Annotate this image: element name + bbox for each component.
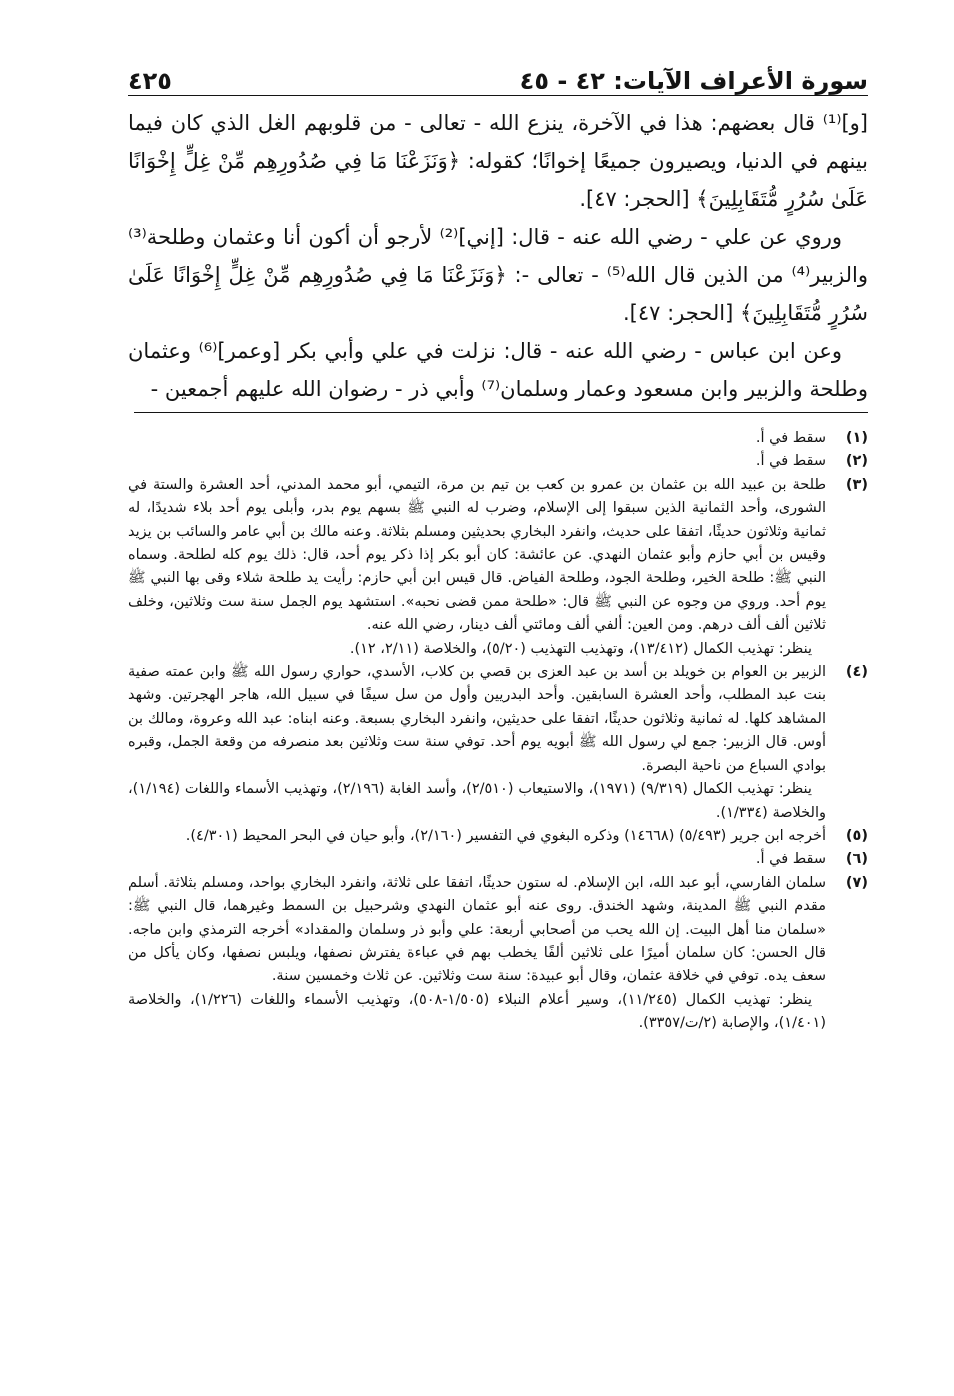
footnote-number: (٦) xyxy=(845,851,868,868)
footnote-number: (٢) xyxy=(845,453,868,470)
footnote-number: (٥) xyxy=(845,827,868,844)
footnote-text: الزبير بن العوام بن خويلد بن أسد بن عبد العزى بن قصي بن كلاب، الأسدي، حواري رسول الله ﷺ وابن عمته صفية بنت عبد المطلب، وأحد العشرة السابقين. وأحد البدريين وأول من سل سيفًا في سبيل الله، هاجر الهجرتين. وشهد المشاهد كلها. له ثمانية وثلاثون حديثًا، اتفقا على حديثين، وانفرد البخاري بسبعة. وعنه ابناه: عبد الله وعروة، ومالك بن أوس. قال الزبير: جمع لي رسول الله ﷺ أبويه يوم أحد. توفي سنة ست وثلاثين بعد منصرفه من وقعة الجمل، وقبره بوادي السباع من ناحية البصرة. xyxy=(128,664,826,774)
main-text xyxy=(128,104,868,408)
footnote-number: (١) xyxy=(845,430,868,446)
footnote-text: سقط في أ. xyxy=(755,430,826,446)
footnote-reference: ينظر: تهذيب الكمال (٩/٣١٩) (١٩٧١)، والاستيعاب (٢/٥١٠)، وأسد الغابة (٢/١٩٦)، وتهذيب الأسماء واللغات (١/١٩٤)، والخلاصة (١/٣٣٤). xyxy=(128,781,826,821)
footnote xyxy=(128,825,868,848)
footnote-number: (٣) xyxy=(845,476,868,493)
footnote-reference: ينظر: تهذيب الكمال (١١/٢٤٥)، وسير أعلام النبلاء (١/٥٠٥-٥٠٨)، وتهذيب الأسماء واللغات (١/٢٢٦)، والخلاصة (١/٤٠١)، والإصابة (٢/ت/٣٣٥٧). xyxy=(128,991,826,1032)
footnote-separator xyxy=(134,412,868,413)
footnote xyxy=(128,427,868,450)
footnote-text: سقط في أ. xyxy=(755,453,826,470)
main-paragraph: وروي عن علي - رضي الله عنه - قال: [إني]⁽²⁾ لأرجو أن أكون أنا وعثمان وطلحة⁽³⁾ والزبير⁽⁴⁾ من الذين قال الله⁽⁵⁾ - تعالى -: ﴿وَنَزَعْنَا مَا فِي صُدُورِهِم مِّنْ غِلٍّ إِخْوَانًا عَلَىٰ سُرُرٍ مُّتَقَابِلِينَ﴾ [الحجر: ٤٧]. xyxy=(128,225,868,325)
footnote xyxy=(128,872,868,1036)
footnote xyxy=(128,848,868,871)
footnote-text: أخرجه ابن جرير (٥/٤٩٣) (١٤٦٦٨) وذكره البغوي في التفسير (٢/١٦٠)، وأبو حيان في البحر المحيط (٤/٣٠١). xyxy=(185,827,826,844)
footnote-text: سلمان الفارسي، أبو عبد الله، ابن الإسلام. له ستون حديثًا، اتفقا على ثلاثة، وانفرد البخاري بواحد، ومسلم بثلاثة. أسلم مقدم النبي ﷺ المدينة، وشهد الخندق. روى عنه أبو عثمان النهدي وشرحبيل بن السمط وغيرهما، قال النبي ﷺ: «سلمان منا أهل البيت. إن الله يحب من أصحابي أربعة: علي وأبو ذر وسلمان والمقداد» أخرجه الترمذي وابن ماجه. قال الحسن: كان سلمان أميرًا على ثلاثين ألفًا يخطب بهم في عباءة يفترش نصفها، ويلبس نصفها، وكان يأكل من سعف يده. توفي في خلافة عثمان، وقال أبو عبيدة: سنة ست وثلاثين. عن ثلاث وخمسين سنة. xyxy=(128,874,826,985)
main-paragraph: [و]⁽¹⁾ قال بعضهم: هذا في الآخرة، ينزع الله - تعالى - من قلوبهم الغل الذي كان فيما بينهم في الدنيا، ويصيرون جميعًا إخوانًا؛ كقوله: ﴿وَنَزَعْنَا مَا فِي صُدُورِهِم مِّنْ غِلٍّ إِخْوَانًا عَلَىٰ سُرُرٍ مُّتَقَابِلِينَ﴾ [الحجر: ٤٧]. xyxy=(128,111,868,211)
footnote xyxy=(128,661,868,825)
footnote xyxy=(128,450,868,473)
footnote-number: (٤) xyxy=(845,664,868,681)
footnote-text: طلحة بن عبيد الله بن عثمان بن عمرو بن كعب بن تيم بن مرة، التيمي، أبو محمد المدني، أحد العشرة والستة في الشورى، وأحد الثمانية الذين سبقوا إلى الإسلام، وضرب له النبي ﷺ بسهم يوم بدر، وأبلى يوم أحد بلاء شديدًا، له ثمانية وثلاثون حديثًا، اتفقا على حديث، وانفرد البخاري بحديثين ومسلم بثلاثة. وعنه مالك بن أبي عامر والسائب بن يزيد وقيس بن أبي حازم وأبو عثمان النهدي. عن عائشة: كان أبو بكر إذا ذكر يوم أحد، قال: ذلك يوم كله لطلحة. وسماه النبي ﷺ: طلحة الخير، وطلحة الجود، وطلحة الفياض. قال قيس ابن أبي حازم: رأيت يد طلحة شلاء وقى بها النبي ﷺ يوم أحد. وروي من وجوه عن النبي ﷺ قال: «طلحة ممن قضى نحبه». استشهد يوم الجمل سنة ست وثلاثين، وخلف ثلاثين ألف ألف درهم. ومن العين: ألفي ألف ومائتي ألف دينار، رضي الله عنه. xyxy=(128,476,826,634)
main-paragraph: وعن ابن عباس - رضي الله عنه - قال: نزلت في علي وأبي بكر [وعمر]⁽⁶⁾ وعثمان وطلحة والزبير وابن مسعود وعمار وسلمان⁽⁷⁾ وأبي ذر - رضوان الله عليهم أجمعين - xyxy=(128,339,868,401)
footnote xyxy=(128,474,868,661)
footnote-text: سقط في أ. xyxy=(755,851,826,868)
footnote-reference: ينظر: تهذيب الكمال (١٣/٤١٢)، وتهذيب التهذيب (٥/٢٠)، والخلاصة (٢/١١، ١٢). xyxy=(349,640,812,657)
page xyxy=(128,55,868,1036)
page-number: ٤٢٥ xyxy=(128,67,172,95)
running-head: سورة الأعراف الآيات: ٤٢ - ٤٥ xyxy=(519,67,868,95)
footnotes xyxy=(128,427,868,1036)
page-header xyxy=(128,55,868,96)
footnote-number: (٧) xyxy=(845,874,868,891)
